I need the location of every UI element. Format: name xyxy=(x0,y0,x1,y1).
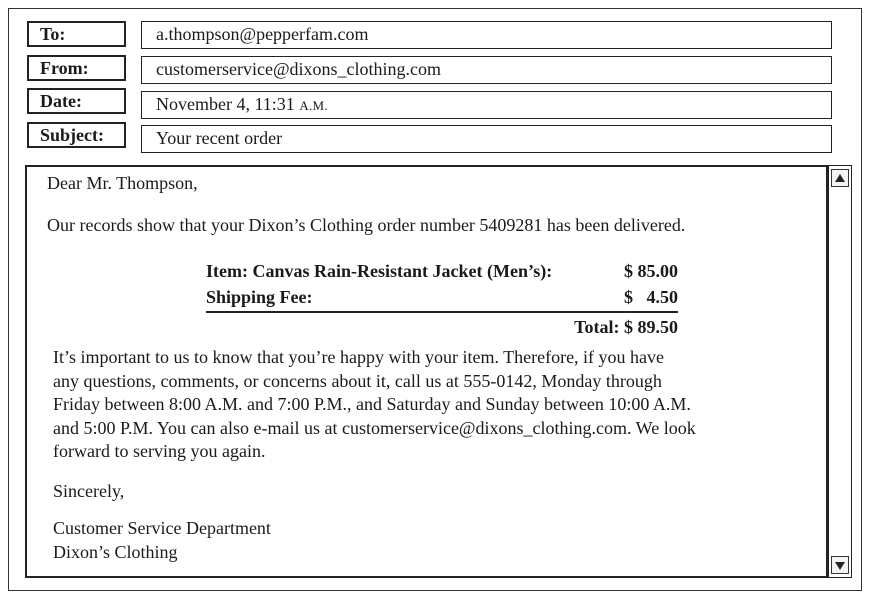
intro-text: Our records show that your Dixon’s Clothing order number 5409281 has been delivered. xyxy=(47,215,686,235)
body-line: It’s important to us to know that you’re happy with your item. Therefore, if you have xyxy=(53,347,665,367)
subject-field[interactable]: Your recent order xyxy=(141,125,832,153)
date-suffix: A.M. xyxy=(299,98,328,113)
signature-company: Dixon’s Clothing xyxy=(53,541,178,562)
date-label: Date: xyxy=(27,88,126,114)
vertical-scrollbar[interactable] xyxy=(828,165,852,578)
scroll-down-button[interactable] xyxy=(831,556,849,574)
scroll-up-button[interactable] xyxy=(831,169,849,187)
from-field[interactable]: customerservice@dixons_clothing.com xyxy=(141,56,832,84)
order-total: Total: $ 89.50 xyxy=(574,317,678,337)
date-field[interactable] xyxy=(141,91,832,119)
item-row xyxy=(206,258,678,284)
divider xyxy=(206,311,678,313)
shipping-row xyxy=(206,284,678,310)
body-line: any questions, comments, or concerns about it, call us at 555-0142, Monday through xyxy=(53,370,662,391)
signature-department: Customer Service Department xyxy=(53,518,271,538)
to-label: To: xyxy=(27,21,126,47)
body-paragraph xyxy=(53,346,823,464)
body-line: forward to serving you again. xyxy=(53,441,266,461)
message-content xyxy=(47,172,822,237)
shipping-amount: $ 4.50 xyxy=(624,287,678,307)
triangle-up-icon xyxy=(835,174,845,182)
from-label: From: xyxy=(27,55,126,81)
subject-label: Subject: xyxy=(27,122,126,148)
date-value: November 4, 11:31 xyxy=(156,94,295,114)
shipping-label: Shipping Fee: xyxy=(206,287,313,307)
order-summary xyxy=(206,258,678,337)
closing: Sincerely, xyxy=(53,481,125,501)
body-line: and 5:00 P.M. You can also e-mail us at customerservice@dixons_clothing.com. We look xyxy=(53,417,696,438)
triangle-down-icon xyxy=(835,562,845,570)
signature xyxy=(53,517,823,564)
item-amount: $ 85.00 xyxy=(624,261,678,281)
body-line: Friday between 8:00 A.M. and 7:00 P.M., and Saturday and Sunday between 10:00 A.M. xyxy=(53,394,691,414)
to-field[interactable]: a.thompson@pepperfam.com xyxy=(141,21,832,49)
greeting: Dear Mr. Thompson, xyxy=(47,173,198,193)
item-label: Item: Canvas Rain-Resistant Jacket (Men’s): xyxy=(206,261,553,281)
